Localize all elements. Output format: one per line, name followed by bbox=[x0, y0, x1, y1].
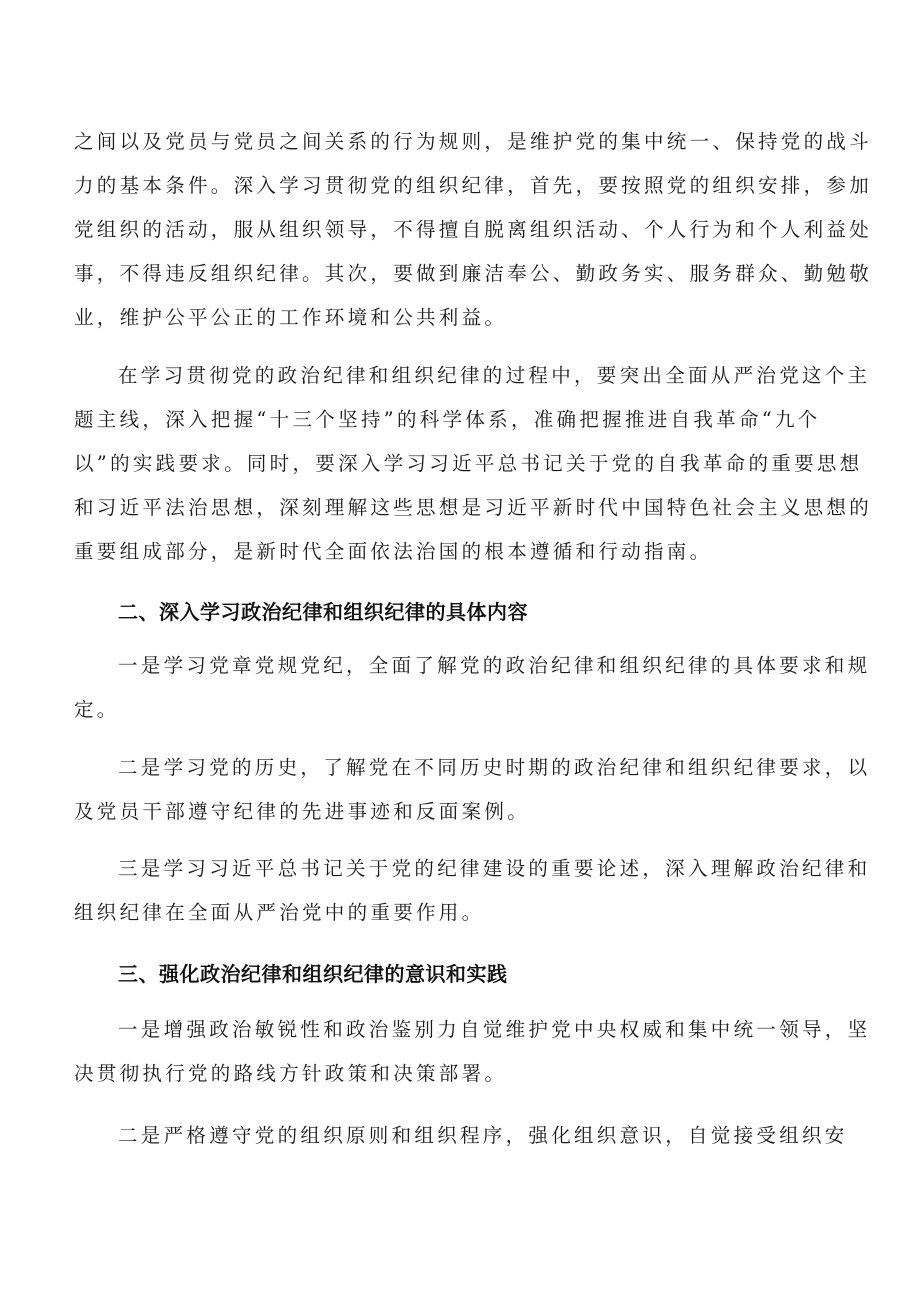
section-heading-two: 二、深入学习政治纪律和组织纪律的具体内容 bbox=[118, 600, 528, 624]
paragraph-item-three: 三是学习习近平总书记关于党的纪律建设的重要论述，深入理解政治纪律和组织纪律在全面从严治党中的重要作用。 bbox=[74, 857, 871, 924]
paragraph-organizational-discipline: 之间以及党员与党员之间关系的行为规则，是维护党的集中统一、保持党的战斗力的基本条件。深入学习贯彻党的组织纪律，首先，要按照党的组织安排，参加党组织的活动，服从组织领导，不得擅自脱离组织活动、个人行为和个人利益处事，不得违反组织纪律。其次，要做到廉洁奉公、勤政务实、服务群众、勤勉敬业，维护公平公正的工作环境和公共利益。 bbox=[74, 130, 873, 329]
paragraph-item-two: 二是学习党的历史，了解党在不同历史时期的政治纪律和组织纪律要求，以及党员干部遵守纪律的先进事迹和反面案例。 bbox=[74, 756, 871, 823]
paragraph-practice-two: 二是严格遵守党的组织原则和组织程序，强化组织意识，自觉接受组织安 bbox=[118, 1124, 848, 1147]
paragraph-practice-one: 一是增强政治敏锐性和政治鉴别力自觉维护党中央权威和集中统一领导，坚决贯彻执行党的路线方针政策和决策部署。 bbox=[74, 1018, 871, 1085]
section-heading-three: 三、强化政治纪律和组织纪律的意识和实践 bbox=[118, 962, 508, 986]
paragraph-item-one: 一是学习党章党规党纪，全面了解党的政治纪律和组织纪律的具体要求和规定。 bbox=[74, 654, 871, 721]
paragraph-strict-governance: 在学习贯彻党的政治纪律和组织纪律的过程中，要突出全面从严治党这个主题主线，深入把握“十三个坚持”的科学体系，准确把握推进自我革命“九个以”的实践要求。同时，要深入学习习近平总书记关于党的自我革命的重要思想和习近平法治思想，深刻理解这些思想是习近平新时代中国特色社会主义思想的重要组成部分，是新时代全面依法治国的根本遵循和行动指南。 bbox=[74, 364, 873, 563]
